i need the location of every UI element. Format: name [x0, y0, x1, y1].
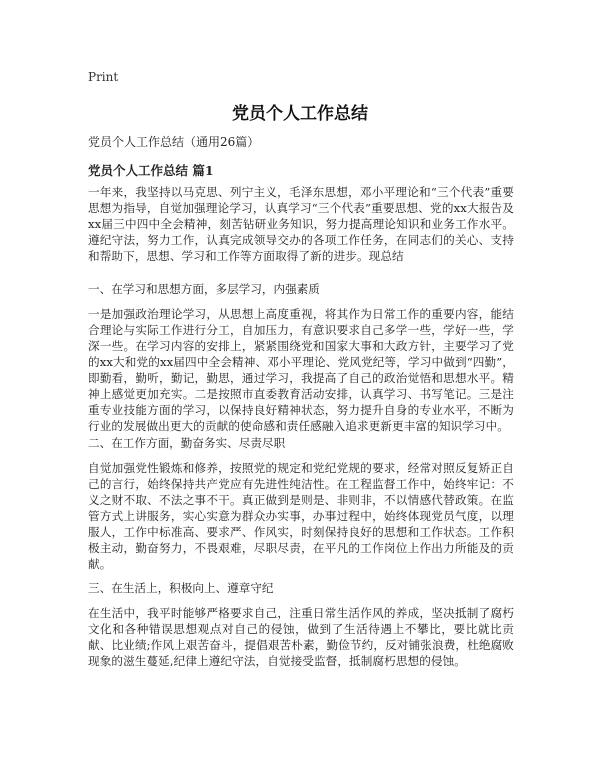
work-paragraph: 自觉加强党性锻炼和修养，按照党的规定和党纪党规的要求，经常对照反复矫正自己的言行，始终保持共产党应有先进性纯洁性。在工程监督工作中，始终牢记：不义之财不取、不法之事不干。真正做到是则是、非则非，不以情感代替政策。在监管方式上讲服务，实心实意为群众办实事，办事过程中，始终体现党员气度，以理服人，工作中标准高、要求严、作风实，时刻保持良好的思想和工作状态。工作积极主动，勤奋努力，不畏艰难，尽职尽责，在平凡的工作岗位上作出力所能及的贡献。 — [88, 461, 514, 571]
print-link[interactable]: Print — [88, 70, 119, 84]
section-heading: 党员个人工作总结 篇1 — [88, 163, 214, 178]
subheading-life: 三、在生活上，积极向上、遵章守纪 — [88, 581, 274, 595]
subheading-study: 一、在学习和思想方面，多层学习，内强素质 — [88, 282, 320, 296]
document-subtitle: 党员个人工作总结（通用26篇） — [88, 135, 260, 149]
document-title: 党员个人工作总结 — [232, 104, 368, 124]
subheading-work: 二、在工作方面，勤奋务实、尽责尽职 — [88, 436, 286, 450]
study-paragraph: 一是加强政治理论学习，从思想上高度重视，将其作为日常工作的重要内容，能结合理论与实际工作进行分工，自加压力，有意识要求自己多学一些，学好一些，学深一些。在学习内容的安排上，紧紧围绕党和国家大事和大政方针，主要学习了党的xx大和党的xx届四中全会精神、邓小平理论、党风党纪等，学习中做到“四勤”，即勤看，勤听，勤记，勤思，通过学习，我提高了自己的政治觉悟和思想水平。精神上感觉更加充实。二是按照市直委教育活动安排，认真学习、书写笔记。三是注重专业技能方面的学习，以保持良好精神状态，努力提升自身的专业水平，不断为行业的发展做出更大的贡献的使命感和责任感融入追求更新更丰富的知识学习中。 — [88, 307, 514, 433]
intro-paragraph: 一年来，我坚持以马克思、列宁主义，毛泽东思想，邓小平理论和“三个代表”重要思想为指导，自觉加强理论学习，认真学习“三个代表”重要思想、党的xx大报告及xx届三中四中全会精神，刻苦钻研业务知识，努力提高理论知识和业务工作水平。遵纪守法，努力工作，认真完成领导交办的各项工作任务，在同志们的关心、支持和帮助下，思想、学习和工作等方面取得了新的进步。现总结 — [88, 185, 514, 263]
life-paragraph: 在生活中，我平时能够严格要求自己，注重日常生活作风的养成，坚决抵制了腐朽文化和各种错误思想观点对自己的侵蚀，做到了生活待遇上不攀比，要比就比贡献、比业绩;作风上艰苦奋斗，提倡艰苦朴素，勤俭节约，反对铺张浪费，杜绝腐败现象的滋生蔓延,纪律上遵纪守法，自觉接受监督，抵制腐朽思想的侵蚀。 — [88, 606, 514, 668]
